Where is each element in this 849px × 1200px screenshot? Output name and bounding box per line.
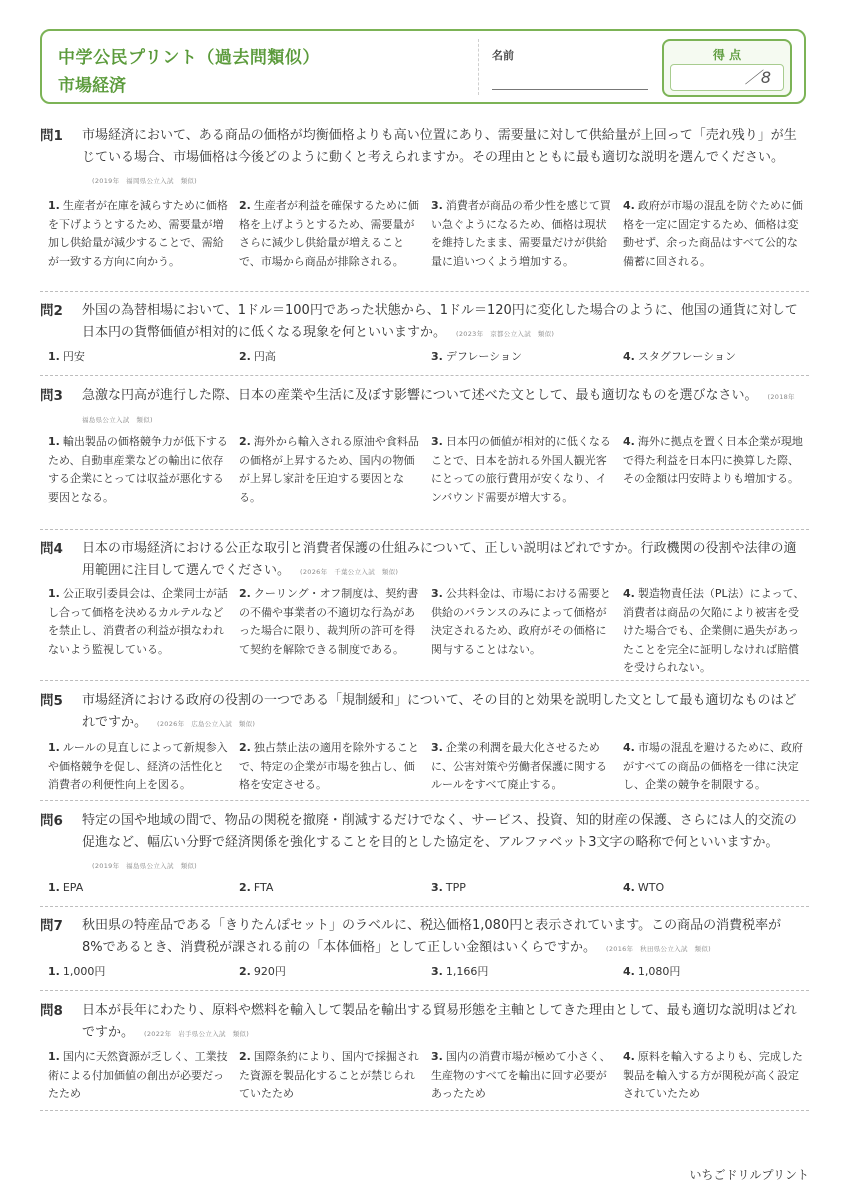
score-field[interactable] [670, 64, 784, 91]
choice-1[interactable]: 1. 1,000円 [48, 965, 106, 978]
question-source: (2019年 福岡県公立入試 類似) [92, 177, 198, 185]
choice-4[interactable]: 4. 市場の混乱を避けるために、政府がすべての商品の価格を一律に決定し、企業の競争を制限する。 [623, 741, 803, 791]
choice-1[interactable]: 1. 国内に天然資源が乏しく、工業技術による付加価値の創出が必要だったため [48, 1050, 228, 1100]
footer-brand: いちごドリルプリント [689, 1168, 809, 1182]
question-source: (2016年 秋田県公立入試 類似) [605, 945, 711, 953]
question-number: 問5 [40, 693, 63, 709]
choice-1[interactable]: 1. EPA [48, 881, 84, 894]
name-label: 名前 [492, 49, 514, 62]
choice-3[interactable]: 3. 公共料金は、市場における需要と供給のバランスのみによって価格が決定されるため、政府がその価格に関与することはない。 [431, 587, 611, 656]
choice-3[interactable]: 3. 企業の利潤を最大化させるために、公害対策や労働者保護に関するルールをすべて廃止する。 [431, 741, 607, 791]
choice-2[interactable]: 2. FTA [239, 881, 274, 894]
question-text: 日本が長年にわたり、原料や燃料を輸入して製品を輸出する貿易形態を主軸としてきた理由として、最も適切な説明はどれですか。 (2022年 岩手県公立入試 類似) [82, 1003, 797, 1040]
question-text: 市場経済において、ある商品の価格が均衡価格よりも高い位置にあり、需要量に対して供給量が上回って「売れ残り」が生じている場合、市場価格は今後どのように動くと考えられますか。その理由とともに最も適切な説明を選んでください。(2019年 福岡県公立入試 類似) [82, 128, 797, 185]
worksheet-subtitle: 市場経済 [58, 76, 126, 96]
choice-4[interactable]: 4. WTO [623, 881, 665, 894]
choice-3[interactable]: 3. 1,166円 [431, 965, 489, 978]
choice-4[interactable]: 4. 海外に拠点を置く日本企業が現地で得た利益を日本円に換算した際、その金額は円安時よりも増加する。 [623, 435, 803, 485]
choice-1[interactable]: 1. 公正取引委員会は、企業同士が話し合って価格を決めるカルテルなどを禁止し、消費者の利益が損なわれないよう監視している。 [48, 587, 228, 656]
question-divider [40, 1110, 809, 1111]
question-divider [40, 906, 809, 907]
question-divider [40, 800, 809, 801]
choice-4[interactable]: 4. スタグフレーション [623, 350, 736, 363]
question-text: 市場経済における政府の役割の一つである「規制緩和」について、その目的と効果を説明した文として最も適切なものはどれですか。 (2026年 広島公立入試 類似) [82, 693, 797, 730]
choice-1[interactable]: 1. 輸出製品の価格競争力が低下するため、自動車産業などの輸出に依存する企業にとっては収益が悪化する要因となる。 [48, 435, 228, 504]
question-divider [40, 291, 809, 292]
question-source: (2023年 京都公立入試 類似) [456, 330, 555, 338]
choice-3[interactable]: 3. 消費者が商品の希少性を感じて買い急ぐようになるため、価格は現状を維持したまま、需要量だけが供給量に追いつくよう増加する。 [431, 199, 611, 268]
question-number: 問6 [40, 813, 63, 829]
score-total: ／8 [744, 68, 771, 87]
question-divider [40, 375, 809, 376]
choice-3[interactable]: 3. 日本円の価値が相対的に低くなることで、日本を訪れる外国人観光客にとっての旅行費用が安くなり、インバウンド需要が増大する。 [431, 435, 611, 504]
question-source: (2022年 岩手県公立入試 類似) [144, 1030, 250, 1038]
choice-2[interactable]: 2. 920円 [239, 965, 286, 978]
choice-3[interactable]: 3. TPP [431, 881, 466, 894]
question-divider [40, 990, 809, 991]
question-text: 日本の市場経済における公正な取引と消費者保護の仕組みについて、正しい説明はどれですか。行政機関の役割や法律の適用範囲に注目して選んでください。 (2026年 千葉公立入試 類似) [82, 541, 797, 578]
choice-4[interactable]: 4. 政府が市場の混乱を防ぐために価格を一定に固定するため、価格は変動せず、余った商品はすべて公的な備蓄に回される。 [623, 199, 803, 268]
question-source: (2018年 福島県公立入試 類似) [82, 393, 802, 424]
question-source: (2026年 千葉公立入試 類似) [300, 568, 399, 576]
worksheet-header [40, 29, 806, 104]
choice-2[interactable]: 2. 国際条約により、国内で採掘された資源を製品化することが禁じられていたため [239, 1050, 419, 1100]
question-text: 秋田県の特産品である「きりたんぽセット」のラベルに、税込価格1,080円と表示されています。この商品の消費税率が8%であるとき、消費税が課される前の「本体価格」として正しい金額はいくらですか。 (2016年 秋田県公立入試 類似) [82, 918, 782, 955]
choice-1[interactable]: 1. 生産者が在庫を減らすために価格を下げようとするため、需要量が増加し供給量が減少することで、需給が一致する方向に向かう。 [48, 199, 228, 268]
choice-2[interactable]: 2. 生産者が利益を確保するために価格を上げようとするため、需要量がさらに減少し供給量が増えることで、市場から商品が排除される。 [239, 199, 419, 268]
question-source: (2026年 広島公立入試 類似) [157, 720, 256, 728]
question-divider [40, 680, 809, 681]
question-text: 急激な円高が進行した際、日本の産業や生活に及ぼす影響について述べた文として、最も適切なものを選びなさい。 (2018年 福島県公立入試 類似) [82, 388, 802, 424]
question-number: 問4 [40, 541, 63, 557]
question-number: 問8 [40, 1003, 63, 1019]
question-source: (2019年 福島県公立入試 類似) [92, 862, 198, 870]
choice-2[interactable]: 2. 円高 [239, 350, 276, 363]
question-number: 問2 [40, 303, 63, 319]
choice-3[interactable]: 3. デフレーション [431, 350, 522, 363]
score-box [662, 39, 792, 97]
choice-1[interactable]: 1. ルールの見直しによって新規参入や価格競争を促し、経済の活性化と消費者の利便性向上を図る。 [48, 741, 228, 791]
question-number: 問1 [40, 128, 63, 144]
question-number: 問3 [40, 388, 63, 404]
choice-4[interactable]: 4. 1,080円 [623, 965, 681, 978]
header-divider [478, 39, 479, 95]
question-number: 問7 [40, 918, 63, 934]
question-text: 外国の為替相場において、1ドル＝100円であった状態から、1ドル＝120円に変化した場合のように、他国の通貨に対して日本円の貨幣価値が相対的に低くなる現象を何といいますか。 (2023年 京都公立入試 類似) [82, 303, 798, 340]
choice-4[interactable]: 4. 原料を輸入するよりも、完成した製品を輸入する方が関税が高く設定されていたため [623, 1050, 803, 1100]
question-text: 特定の国や地域の間で、物品の関税を撤廃・削減するだけでなく、サービス、投資、知的財産の保護、さらには人的交流の促進など、幅広い分野で経済関係を強化することを目的とした協定を、アルファベット3文字の略称で何といいますか。(2019年 福島県公立入試 類似) [82, 813, 797, 870]
choice-2[interactable]: 2. クーリング・オフ制度は、契約書の不備や事業者の不適切な行為があった場合に限り、裁判所の許可を得て契約を解除できる制度である。 [239, 587, 419, 656]
name-field[interactable] [492, 89, 648, 90]
choice-4[interactable]: 4. 製造物責任法（PL法）によって、消費者は商品の欠陥により被害を受けた場合でも、企業側に過失があったことを完全に証明しなければ賠償を受けられない。 [623, 587, 805, 674]
question-divider [40, 529, 809, 530]
score-label: 得 点 [712, 48, 742, 62]
worksheet-title: 中学公民プリント（過去問類似） [58, 48, 320, 68]
choice-3[interactable]: 3. 国内の消費市場が極めて小さく、生産物のすべてを輸出に回す必要があったため [431, 1050, 611, 1100]
choice-2[interactable]: 2. 独占禁止法の適用を除外することで、特定の企業が市場を独占し、価格を安定させる。 [239, 741, 419, 791]
choice-1[interactable]: 1. 円安 [48, 350, 85, 363]
choice-2[interactable]: 2. 海外から輸入される原油や食料品の価格が上昇するため、国内の物価が上昇し家計を圧迫する要因となる。 [239, 435, 419, 504]
